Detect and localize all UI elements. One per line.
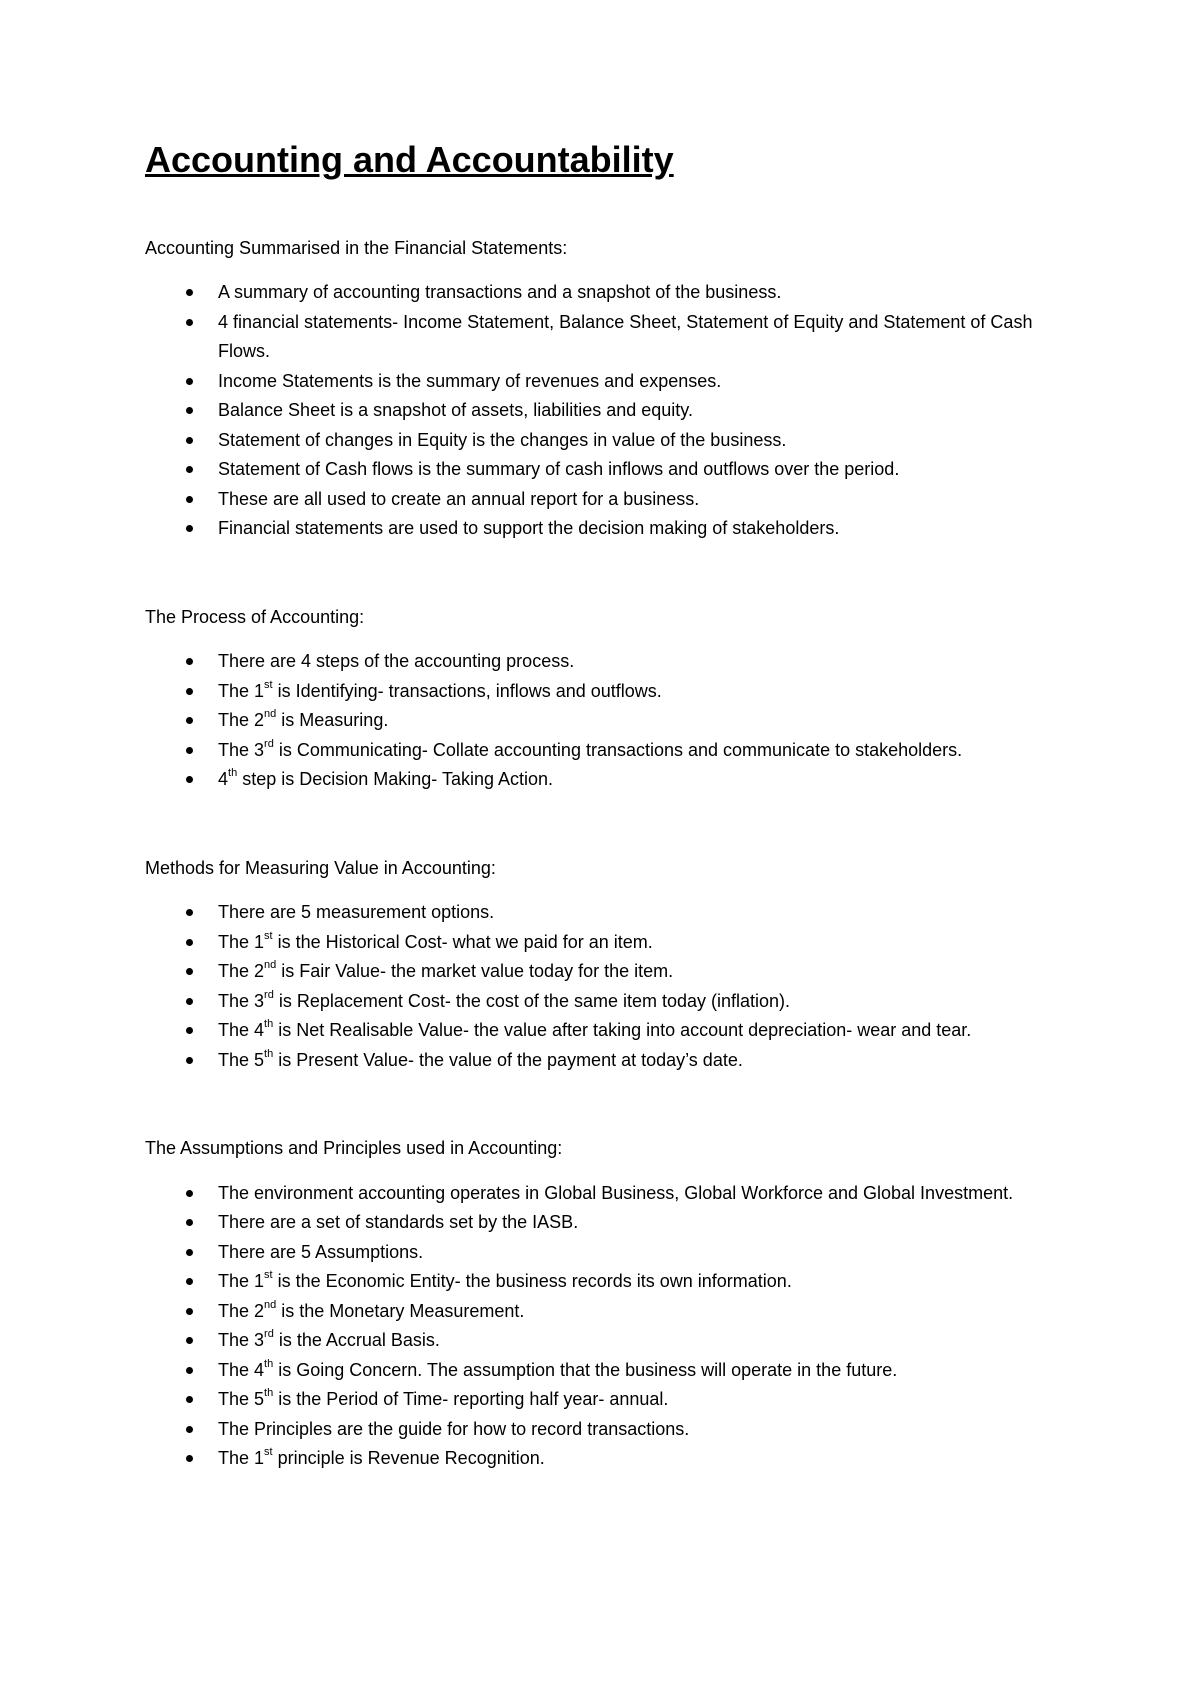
bullet-icon	[186, 1249, 193, 1256]
bullet-icon	[186, 1190, 193, 1197]
bullet-icon	[186, 909, 193, 916]
heading-spacer	[145, 1164, 1075, 1179]
list-item-text: The 5	[218, 1389, 265, 1409]
bullet-icon	[186, 496, 193, 503]
section-heading: The Assumptions and Principles used in Accounting:	[145, 1138, 563, 1158]
ordinal-suffix: st	[264, 678, 273, 691]
list-item-text: The 5	[218, 1049, 265, 1070]
list-item-text: is the Accrual Basis.	[273, 1330, 440, 1350]
list-item	[145, 1356, 1075, 1386]
bullet-icon	[186, 407, 193, 414]
list-item-text: The 2	[218, 1300, 265, 1321]
bullet-icon	[186, 525, 193, 532]
list-item-text: Financial statements are used to support the decision making of stakeholders.	[218, 518, 840, 538]
list-item	[145, 367, 1075, 397]
list-item	[145, 736, 1075, 766]
list-item-text: is Fair Value- the market value today for the item.	[276, 961, 674, 981]
list-item-text: The 1	[218, 680, 265, 701]
ordinal-suffix: th	[228, 767, 238, 779]
list-item	[145, 765, 1075, 795]
list-item	[145, 485, 1075, 515]
section-spacer	[145, 795, 1075, 854]
list-item-text: The 2	[218, 961, 265, 981]
ordinal-suffix: st	[264, 1269, 273, 1281]
bullet-list	[145, 278, 1075, 544]
ordinal-suffix: rd	[264, 988, 274, 1001]
list-item	[145, 1297, 1075, 1327]
bullet-icon	[186, 1278, 193, 1285]
list-item	[145, 987, 1075, 1017]
list-item-text: There are a set of standards set by the IASB.	[218, 1212, 579, 1232]
bullet-icon	[186, 939, 193, 946]
heading-spacer	[145, 632, 1075, 647]
bullet-icon	[186, 776, 193, 783]
bullet-icon	[186, 466, 193, 473]
list-item	[145, 677, 1075, 707]
ordinal-suffix: th	[264, 1018, 274, 1030]
list-item-text: Statement of changes in Equity is the changes in value of the business.	[218, 429, 787, 450]
ordinal-suffix: st	[264, 1446, 273, 1458]
ordinal-suffix: th	[264, 1047, 274, 1060]
list-item	[145, 1016, 1075, 1046]
list-item-text: The 1	[218, 1271, 265, 1291]
list-item	[145, 308, 1075, 367]
ordinal-suffix: rd	[264, 737, 274, 750]
list-item-text: is Net Realisable Value- the value after taking into account depreciation- wear and tear.	[273, 1020, 972, 1040]
list-item-text: 4	[218, 769, 229, 789]
list-item	[145, 1208, 1075, 1238]
list-item-text: Statement of Cash flows is the summary of cash inflows and outflows over the period.	[218, 459, 900, 479]
section-spacer	[145, 544, 1075, 603]
list-item	[145, 647, 1075, 677]
list-item-text: principle is Revenue Recognition.	[272, 1448, 545, 1468]
ordinal-suffix: nd	[264, 708, 277, 720]
list-item-text: The 1	[218, 1448, 265, 1468]
list-item-text: These are all used to create an annual report for a business.	[218, 488, 700, 509]
list-item	[145, 426, 1075, 456]
list-item-text: The environment accounting operates in Global Business, Global Workforce and Global Investment.	[218, 1182, 1014, 1203]
list-item-text: There are 5 Assumptions.	[218, 1241, 424, 1262]
ordinal-suffix: rd	[264, 1328, 274, 1340]
bullet-icon	[186, 998, 193, 1005]
bullet-icon	[186, 658, 193, 665]
bullet-icon	[186, 1219, 193, 1226]
list-item	[145, 1385, 1075, 1415]
bullet-icon	[186, 747, 193, 754]
section-heading: Methods for Measuring Value in Accounting:	[145, 857, 496, 878]
ordinal-suffix: th	[264, 1357, 274, 1370]
list-item-text: There are 5 measurement options.	[218, 902, 495, 922]
list-item-text: The 1	[218, 931, 265, 952]
list-item-text: A summary of accounting transactions and a snapshot of the business.	[218, 282, 782, 302]
list-item-text: The 4	[218, 1020, 265, 1040]
document-section	[145, 234, 1075, 544]
document-page	[145, 139, 1075, 1474]
section-spacer	[145, 1075, 1075, 1134]
list-item	[145, 278, 1075, 308]
list-item-text: Income Statements is the summary of revenues and expenses.	[218, 370, 722, 391]
heading-spacer	[145, 883, 1075, 898]
list-item	[145, 1046, 1075, 1076]
heading-spacer	[145, 263, 1075, 278]
list-item	[145, 396, 1075, 426]
bullet-icon	[186, 1396, 193, 1403]
list-item-text: 4 financial statements- Income Statement, Balance Sheet, Statement of Equity and Statement of Cash Flows.	[218, 311, 1033, 361]
list-item-text: is the Economic Entity- the business records its own information.	[272, 1271, 792, 1291]
ordinal-suffix: nd	[264, 1298, 277, 1311]
list-item-text: The 2	[218, 710, 265, 730]
bullet-icon	[186, 1308, 193, 1315]
list-item-text: The 3	[218, 990, 265, 1011]
bullet-icon	[186, 717, 193, 724]
list-item	[145, 898, 1075, 928]
list-item-text: Balance Sheet is a snapshot of assets, liabilities and equity.	[218, 400, 693, 420]
list-item	[145, 1444, 1075, 1474]
bullet-icon	[186, 289, 193, 296]
bullet-icon	[186, 1027, 193, 1034]
list-item-text: There are 4 steps of the accounting process.	[218, 651, 575, 671]
document-title: Accounting and Accountability	[145, 139, 674, 180]
list-item	[145, 1326, 1075, 1356]
list-item	[145, 1179, 1075, 1209]
list-item-text: is Measuring.	[276, 710, 389, 730]
list-item-text: The Principles are the guide for how to record transactions.	[218, 1418, 690, 1439]
list-item	[145, 1267, 1075, 1297]
ordinal-suffix: nd	[264, 959, 277, 971]
section-heading: The Process of Accounting:	[145, 606, 365, 627]
list-item-text: step is Decision Making- Taking Action.	[237, 769, 554, 789]
document-body	[145, 234, 1075, 1474]
list-item-text: is Communicating- Collate accounting transactions and communicate to stakeholders.	[273, 739, 963, 760]
list-item	[145, 514, 1075, 544]
list-item	[145, 455, 1075, 485]
list-item	[145, 1415, 1075, 1445]
list-item	[145, 706, 1075, 736]
ordinal-suffix: st	[264, 929, 273, 942]
bullet-icon	[186, 1367, 193, 1374]
document-section	[145, 603, 1075, 795]
bullet-icon	[186, 437, 193, 444]
section-heading: Accounting Summarised in the Financial Statements:	[145, 237, 568, 258]
document-section	[145, 1134, 1075, 1474]
list-item-text: is the Monetary Measurement.	[276, 1300, 525, 1321]
bullet-icon	[186, 688, 193, 695]
bullet-icon	[186, 1455, 193, 1462]
bullet-icon	[186, 968, 193, 975]
list-item-text: is the Period of Time- reporting half year- annual.	[273, 1389, 669, 1409]
list-item	[145, 1238, 1075, 1268]
bullet-list	[145, 1179, 1075, 1474]
bullet-icon	[186, 1337, 193, 1344]
list-item-text: is Present Value- the value of the payment at today’s date.	[273, 1049, 743, 1070]
bullet-icon	[186, 378, 193, 385]
document-section	[145, 854, 1075, 1076]
list-item	[145, 928, 1075, 958]
ordinal-suffix: th	[264, 1387, 274, 1399]
list-item-text: The 3	[218, 739, 265, 760]
list-item-text: is Going Concern. The assumption that the business will operate in the future.	[273, 1359, 898, 1380]
bullet-icon	[186, 1426, 193, 1433]
bullet-list	[145, 898, 1075, 1075]
bullet-list	[145, 647, 1075, 795]
list-item-text: The 4	[218, 1359, 265, 1380]
list-item-text: is Replacement Cost- the cost of the same item today (inflation).	[273, 990, 791, 1011]
bullet-icon	[186, 1057, 193, 1064]
list-item-text: is Identifying- transactions, inflows and outflows.	[272, 680, 662, 701]
list-item-text: is the Historical Cost- what we paid for an item.	[272, 931, 653, 952]
title-spacer	[145, 175, 1075, 234]
list-item	[145, 957, 1075, 987]
list-item-text: The 3	[218, 1330, 265, 1350]
bullet-icon	[186, 319, 193, 326]
